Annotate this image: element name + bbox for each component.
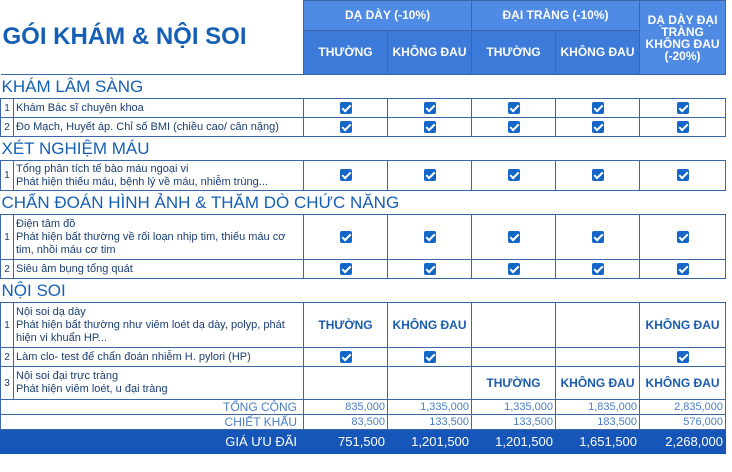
- checkbox-checked-icon: [424, 102, 436, 114]
- row-description: Đo Mạch, Huyết áp. Chỉ số BMI (chiều cao/ cân nặng): [14, 118, 304, 137]
- final-price-value: 751,500: [304, 430, 388, 454]
- option-label: THƯỜNG: [472, 367, 556, 400]
- final-price-value: 1,201,500: [388, 430, 472, 454]
- table-row: [1, 161, 726, 191]
- table-row: [1, 118, 726, 137]
- checkbox-checked-icon: [508, 121, 520, 133]
- row-description: [14, 161, 304, 191]
- row-number: 2: [1, 260, 14, 279]
- discount-row: [1, 415, 726, 430]
- option-label: KHÔNG ĐAU: [556, 367, 640, 400]
- total-value: 835,000: [304, 400, 388, 415]
- checkbox-checked-icon: [677, 102, 689, 114]
- row-detail: Phát hiện viêm loét, u đại tràng: [16, 383, 168, 395]
- checkbox-checked-icon: [677, 121, 689, 133]
- total-value: 1,335,000: [472, 400, 556, 415]
- final-price-value: 1,651,500: [556, 430, 640, 454]
- checkbox-checked-icon: [340, 351, 352, 363]
- checkbox-checked-icon: [677, 169, 689, 181]
- column-colon-regular: THƯỜNG: [472, 31, 556, 75]
- checkbox-checked-icon: [677, 351, 689, 363]
- checkbox-checked-icon: [340, 121, 352, 133]
- checkbox-checked-icon: [592, 231, 604, 243]
- discount-value: 183,500: [556, 415, 640, 430]
- page-title: GÓI KHÁM & NỘI SOI: [1, 1, 304, 75]
- table-row: [1, 303, 726, 348]
- row-number: 2: [1, 348, 14, 367]
- checkbox-checked-icon: [592, 121, 604, 133]
- checkbox-checked-icon: [592, 169, 604, 181]
- table-row: [1, 99, 726, 118]
- checkbox-checked-icon: [592, 102, 604, 114]
- table-row: [1, 367, 726, 400]
- row-detail: Phát hiện thiếu máu, bệnh lý về máu, nhiễm trùng...: [16, 175, 268, 188]
- checkbox-checked-icon: [677, 263, 689, 275]
- row-description: Khám Bác sĩ chuyên khoa: [14, 99, 304, 118]
- checkbox-checked-icon: [424, 121, 436, 133]
- section-imaging: CHẨN ĐOÁN HÌNH ẢNH & THĂM DÒ CHỨC NĂNG: [1, 191, 726, 215]
- checkbox-checked-icon: [677, 231, 689, 243]
- table-row: [1, 215, 726, 260]
- column-stomach-regular: THƯỜNG: [304, 31, 388, 75]
- checkbox-checked-icon: [340, 102, 352, 114]
- table-row: [1, 260, 726, 279]
- checkbox-checked-icon: [424, 351, 436, 363]
- row-title: Nội soi dạ dày: [16, 305, 86, 318]
- column-group-stomach: DẠ DÀY (-10%): [304, 1, 472, 31]
- row-detail: Phát hiện bất thường về rối loạn nhịp tim, thiếu máu cơ tim, nhồi máu cơ tim: [16, 230, 286, 256]
- column-colon-painless: KHÔNG ĐAU: [556, 31, 640, 75]
- row-number: 1: [1, 215, 14, 260]
- option-label: THƯỜNG: [304, 303, 388, 348]
- option-label: KHÔNG ĐAU: [388, 303, 472, 348]
- row-number: 3: [1, 367, 14, 400]
- option-label: KHÔNG ĐAU: [640, 367, 726, 400]
- row-number: 1: [1, 99, 14, 118]
- row-number: 1: [1, 303, 14, 348]
- section-blood-test: XÉT NGHIỆM MÁU: [1, 137, 726, 161]
- option-label: KHÔNG ĐAU: [640, 303, 726, 348]
- checkbox-checked-icon: [424, 169, 436, 181]
- checkbox-checked-icon: [340, 169, 352, 181]
- discount-value: 83,500: [304, 415, 388, 430]
- column-group-colon: ĐẠI TRÀNG (-10%): [472, 1, 640, 31]
- section-endoscopy: NỘI SOI: [1, 279, 726, 303]
- column-group-combined: DẠ DÀY ĐẠI TRÀNG KHÔNG ĐAU (-20%): [640, 1, 726, 75]
- checkbox-checked-icon: [340, 231, 352, 243]
- final-price-value: 2,268,000: [640, 430, 726, 454]
- total-value: 1,335,000: [388, 400, 472, 415]
- row-description: [14, 367, 304, 400]
- row-description: Làm clo- test để chẩn đoán nhiễm H. pylori (HP): [14, 348, 304, 367]
- row-description: Siêu âm bụng tổng quát: [14, 260, 304, 279]
- checkbox-checked-icon: [508, 169, 520, 181]
- checkbox-checked-icon: [424, 263, 436, 275]
- row-number: 1: [1, 161, 14, 191]
- row-description: [14, 215, 304, 260]
- checkbox-checked-icon: [508, 263, 520, 275]
- table-row: [1, 348, 726, 367]
- total-value: 1,835,000: [556, 400, 640, 415]
- checkbox-checked-icon: [340, 263, 352, 275]
- discount-value: 133,500: [472, 415, 556, 430]
- row-number: 2: [1, 118, 14, 137]
- total-value: 2,835,000: [640, 400, 726, 415]
- checkbox-checked-icon: [424, 231, 436, 243]
- checkbox-checked-icon: [508, 102, 520, 114]
- checkbox-checked-icon: [592, 263, 604, 275]
- final-price-value: 1,201,500: [472, 430, 556, 454]
- total-label: TỔNG CỘNG: [1, 400, 304, 415]
- row-detail: Phát hiện bất thường như viêm loét dạ dày, polyp, phát hiện vi khuẩn HP...: [16, 318, 285, 344]
- discount-value: 133,500: [388, 415, 472, 430]
- final-price-row: [1, 430, 726, 454]
- row-title: Tổng phân tích tế bào máu ngoại vi: [16, 162, 189, 175]
- section-clinical: KHÁM LÂM SÀNG: [1, 75, 726, 99]
- row-description: [14, 303, 304, 348]
- row-title: Nội soi đại trực tràng: [16, 370, 119, 382]
- total-row: [1, 400, 726, 415]
- discount-label: CHIẾT KHẤU: [1, 415, 304, 430]
- column-stomach-painless: KHÔNG ĐAU: [388, 31, 472, 75]
- discount-value: 576,000: [640, 415, 726, 430]
- final-price-label: GIÁ ƯU ĐÃI: [1, 430, 304, 454]
- checkbox-checked-icon: [508, 231, 520, 243]
- row-title: Điện tâm đồ: [16, 217, 76, 230]
